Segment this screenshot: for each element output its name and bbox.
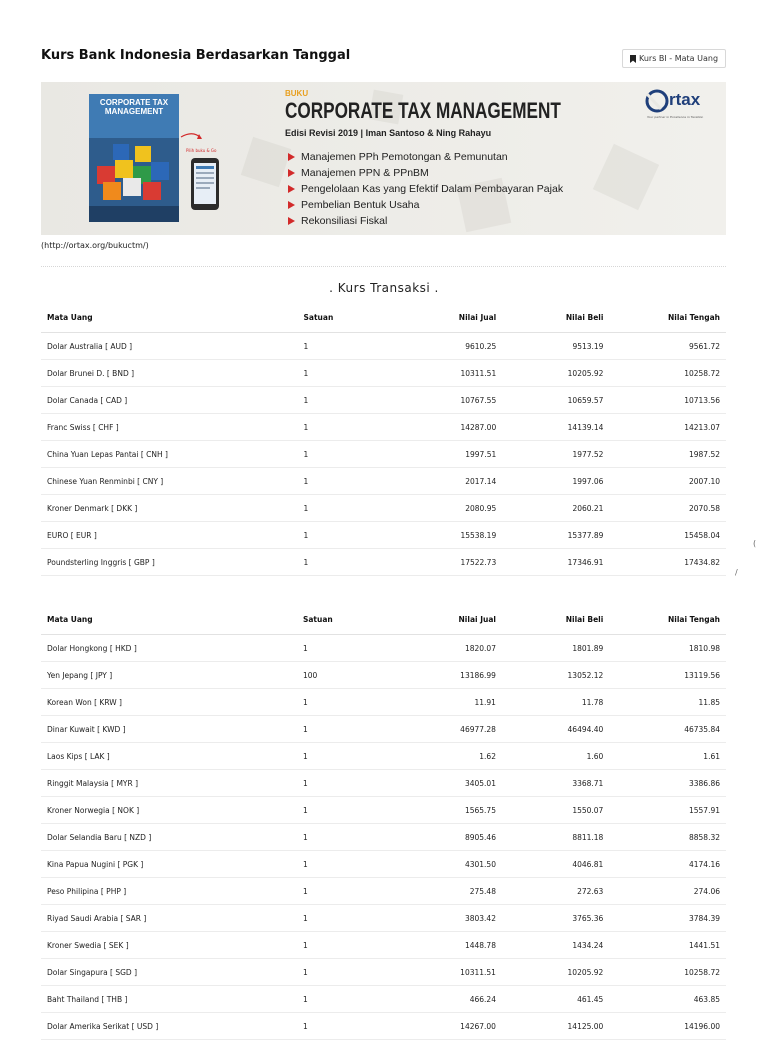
table-row [41, 1013, 726, 1040]
cell-nilai-jual: 10311.51 [395, 959, 502, 986]
cell-mata-uang: Chinese Yuan Renminbi [ CNY ] [41, 468, 298, 495]
header-satuan: Satuan [297, 604, 395, 635]
table-row [41, 360, 726, 387]
cell-satuan: 1 [297, 824, 395, 851]
table-row [41, 387, 726, 414]
cell-nilai-beli: 461.45 [502, 986, 609, 1013]
banner-link[interactable]: (http://ortax.org/bukuctm/) [41, 241, 149, 250]
cell-nilai-beli: 46494.40 [502, 716, 609, 743]
cell-nilai-jual: 11.91 [395, 689, 502, 716]
cell-nilai-beli: 9513.19 [502, 333, 609, 360]
cell-nilai-beli: 15377.89 [502, 522, 609, 549]
cell-nilai-jual: 1997.51 [395, 441, 502, 468]
cell-nilai-tengah: 46735.84 [609, 716, 726, 743]
cell-nilai-beli: 3368.71 [502, 770, 609, 797]
table-row [41, 905, 726, 932]
table-row [41, 986, 726, 1013]
cell-nilai-beli: 272.63 [502, 878, 609, 905]
cell-satuan: 1 [297, 635, 395, 662]
cell-nilai-jual: 14267.00 [395, 1013, 502, 1040]
cell-nilai-jual: 10767.55 [395, 387, 502, 414]
cell-nilai-beli: 10205.92 [502, 959, 609, 986]
cell-nilai-tengah: 1441.51 [609, 932, 726, 959]
cell-mata-uang: Dolar Canada [ CAD ] [41, 387, 298, 414]
cell-mata-uang: Korean Won [ KRW ] [41, 689, 297, 716]
cell-nilai-jual: 2080.95 [395, 495, 502, 522]
cell-mata-uang: Dinar Kuwait [ KWD ] [41, 716, 297, 743]
table-row [41, 851, 726, 878]
table-row [41, 959, 726, 986]
header-nilai-tengah: Nilai Tengah [609, 302, 726, 333]
banner-bullet: Manajemen PPh Pemotongan & Pemunutan [301, 151, 508, 163]
header-nilai-beli: Nilai Beli [502, 302, 609, 333]
cell-nilai-beli: 1801.89 [502, 635, 609, 662]
table-row [41, 824, 726, 851]
cell-satuan: 1 [298, 468, 396, 495]
cell-nilai-jual: 2017.14 [395, 468, 502, 495]
cell-nilai-jual: 466.24 [395, 986, 502, 1013]
dotted-divider [41, 266, 726, 267]
header-nilai-tengah: Nilai Tengah [609, 604, 726, 635]
cell-mata-uang: Kroner Swedia [ SEK ] [41, 932, 297, 959]
cell-nilai-jual: 4301.50 [395, 851, 502, 878]
cell-mata-uang: Dolar Selandia Baru [ NZD ] [41, 824, 297, 851]
cell-nilai-jual: 10311.51 [395, 360, 502, 387]
cell-satuan: 1 [298, 495, 396, 522]
table-header-row [41, 302, 726, 333]
table-row [41, 689, 726, 716]
cell-nilai-jual: 9610.25 [395, 333, 502, 360]
stray-mark: ( [753, 539, 757, 548]
cell-nilai-jual: 1820.07 [395, 635, 502, 662]
cell-nilai-jual: 13186.99 [395, 662, 502, 689]
cell-nilai-beli: 3765.36 [502, 905, 609, 932]
cell-nilai-jual: 14287.00 [395, 414, 502, 441]
cell-satuan: 1 [297, 959, 395, 986]
table-row [41, 797, 726, 824]
banner-bullet: Pembelian Bentuk Usaha [301, 199, 420, 211]
cell-satuan: 1 [298, 414, 396, 441]
cell-nilai-tengah: 13119.56 [609, 662, 726, 689]
cell-mata-uang: Franc Swiss [ CHF ] [41, 414, 298, 441]
banner-edition: Edisi Revisi 2019 | Iman Santoso & Ning Rahayu [285, 128, 492, 138]
cell-mata-uang: Laos Kips [ LAK ] [41, 743, 297, 770]
cell-mata-uang: Riyad Saudi Arabia [ SAR ] [41, 905, 297, 932]
table-row [41, 333, 726, 360]
cell-nilai-tengah: 15458.04 [609, 522, 726, 549]
section-title: . Kurs Transaksi . [329, 281, 439, 295]
cell-nilai-tengah: 1557.91 [609, 797, 726, 824]
cell-satuan: 1 [297, 878, 395, 905]
cell-nilai-jual: 3803.42 [395, 905, 502, 932]
phone-label: Pilih buku & Go [186, 148, 217, 153]
cell-nilai-beli: 1434.24 [502, 932, 609, 959]
cell-satuan: 1 [297, 770, 395, 797]
cell-satuan: 1 [297, 716, 395, 743]
cell-mata-uang: EURO [ EUR ] [41, 522, 298, 549]
ortax-book-banner[interactable] [41, 82, 726, 235]
cell-mata-uang: Poundsterling Inggris [ GBP ] [41, 549, 298, 576]
table-row [41, 635, 726, 662]
cell-satuan: 1 [297, 689, 395, 716]
table-row [41, 716, 726, 743]
cell-nilai-jual: 1448.78 [395, 932, 502, 959]
ortax-logo-text: rtax [669, 90, 701, 109]
cell-nilai-tengah: 9561.72 [609, 333, 726, 360]
cell-satuan: 1 [297, 797, 395, 824]
kurs-table-2 [41, 604, 726, 1040]
cell-nilai-jual: 46977.28 [395, 716, 502, 743]
cell-nilai-tengah: 10258.72 [609, 959, 726, 986]
header-nilai-jual: Nilai Jual [395, 604, 502, 635]
cell-nilai-beli: 14139.14 [502, 414, 609, 441]
cell-nilai-jual: 17522.73 [395, 549, 502, 576]
table-row [41, 662, 726, 689]
cell-nilai-tengah: 8858.32 [609, 824, 726, 851]
cell-nilai-beli: 1550.07 [502, 797, 609, 824]
kurs-bi-mata-uang-button[interactable] [622, 49, 726, 68]
table-row [41, 522, 726, 549]
cell-nilai-beli: 10659.57 [502, 387, 609, 414]
cell-mata-uang: Dolar Australia [ AUD ] [41, 333, 298, 360]
cell-satuan: 1 [298, 549, 396, 576]
banner-bullet: Manajemen PPN & PPnBM [301, 167, 429, 179]
banner-bullet: Pengelolaan Kas yang Efektif Dalam Pembayaran Pajak [301, 183, 564, 195]
cell-nilai-tengah: 274.06 [609, 878, 726, 905]
cell-mata-uang: Ringgit Malaysia [ MYR ] [41, 770, 297, 797]
cell-mata-uang: Peso Philipina [ PHP ] [41, 878, 297, 905]
cell-nilai-beli: 4046.81 [502, 851, 609, 878]
cell-satuan: 1 [297, 932, 395, 959]
cell-nilai-beli: 1.60 [502, 743, 609, 770]
table-row [41, 441, 726, 468]
cell-nilai-jual: 3405.01 [395, 770, 502, 797]
cell-nilai-beli: 14125.00 [502, 1013, 609, 1040]
cell-nilai-tengah: 2007.10 [609, 468, 726, 495]
cell-mata-uang: Kina Papua Nugini [ PGK ] [41, 851, 297, 878]
book-cover-title: CORPORATE TAX MANAGEMENT [99, 98, 169, 116]
table-header-row [41, 604, 726, 635]
header-mata-uang: Mata Uang [41, 302, 298, 333]
table-row [41, 495, 726, 522]
cell-nilai-tengah: 4174.16 [609, 851, 726, 878]
cell-nilai-beli: 1997.06 [502, 468, 609, 495]
cell-nilai-tengah: 1987.52 [609, 441, 726, 468]
cell-nilai-beli: 10205.92 [502, 360, 609, 387]
cell-nilai-tengah: 1810.98 [609, 635, 726, 662]
bookmark-icon [630, 55, 636, 63]
stray-mark: / [735, 568, 738, 577]
cell-nilai-beli: 11.78 [502, 689, 609, 716]
cell-mata-uang: Dolar Brunei D. [ BND ] [41, 360, 298, 387]
cell-nilai-tengah: 1.61 [609, 743, 726, 770]
cell-nilai-tengah: 14196.00 [609, 1013, 726, 1040]
cell-nilai-tengah: 14213.07 [609, 414, 726, 441]
cell-satuan: 1 [297, 851, 395, 878]
cell-nilai-tengah: 11.85 [609, 689, 726, 716]
table-row [41, 468, 726, 495]
kurs-bi-mata-uang-label: Kurs BI - Mata Uang [638, 54, 719, 63]
cell-mata-uang: Yen Jepang [ JPY ] [41, 662, 297, 689]
ortax-logo-tagline: Your partner in Excellence in Taxation [647, 115, 704, 119]
cell-satuan: 1 [297, 743, 395, 770]
header-satuan: Satuan [298, 302, 396, 333]
page-title: Kurs Bank Indonesia Berdasarkan Tanggal [41, 48, 351, 63]
cell-nilai-beli: 2060.21 [502, 495, 609, 522]
cell-nilai-jual: 275.48 [395, 878, 502, 905]
cell-nilai-tengah: 3386.86 [609, 770, 726, 797]
kurs-table-1 [41, 302, 726, 576]
cell-mata-uang: Kroner Norwegia [ NOK ] [41, 797, 297, 824]
cell-nilai-tengah: 2070.58 [609, 495, 726, 522]
cell-satuan: 1 [298, 387, 396, 414]
table-row [41, 549, 726, 576]
cell-nilai-tengah: 10713.56 [609, 387, 726, 414]
cell-nilai-tengah: 463.85 [609, 986, 726, 1013]
cell-mata-uang: Dolar Singapura [ SGD ] [41, 959, 297, 986]
cell-mata-uang: Dolar Amerika Serikat [ USD ] [41, 1013, 297, 1040]
banner-kicker: BUKU [285, 89, 309, 98]
table-row [41, 878, 726, 905]
table-row [41, 414, 726, 441]
cell-nilai-tengah: 3784.39 [609, 905, 726, 932]
cell-nilai-beli: 13052.12 [502, 662, 609, 689]
cell-mata-uang: Kroner Denmark [ DKK ] [41, 495, 298, 522]
cell-satuan: 1 [297, 1013, 395, 1040]
cell-satuan: 1 [298, 360, 396, 387]
banner-bullet: Rekonsiliasi Fiskal [301, 215, 388, 227]
table-row [41, 932, 726, 959]
cell-nilai-tengah: 17434.82 [609, 549, 726, 576]
cell-nilai-jual: 1565.75 [395, 797, 502, 824]
cell-mata-uang: Baht Thailand [ THB ] [41, 986, 297, 1013]
cell-satuan: 1 [298, 441, 396, 468]
cell-nilai-jual: 8905.46 [395, 824, 502, 851]
cell-mata-uang: Dolar Hongkong [ HKD ] [41, 635, 297, 662]
header-mata-uang: Mata Uang [41, 604, 297, 635]
table-row [41, 743, 726, 770]
cell-nilai-beli: 8811.18 [502, 824, 609, 851]
table-row [41, 770, 726, 797]
cell-satuan: 1 [297, 905, 395, 932]
cell-nilai-beli: 17346.91 [502, 549, 609, 576]
cell-satuan: 1 [298, 333, 396, 360]
cell-mata-uang: China Yuan Lepas Pantai [ CNH ] [41, 441, 298, 468]
cell-satuan: 1 [297, 986, 395, 1013]
cell-nilai-jual: 15538.19 [395, 522, 502, 549]
cell-nilai-beli: 1977.52 [502, 441, 609, 468]
cell-nilai-jual: 1.62 [395, 743, 502, 770]
cell-satuan: 100 [297, 662, 395, 689]
header-nilai-beli: Nilai Beli [502, 604, 609, 635]
header-nilai-jual: Nilai Jual [395, 302, 502, 333]
cell-satuan: 1 [298, 522, 396, 549]
cell-nilai-tengah: 10258.72 [609, 360, 726, 387]
banner-headline: CORPORATE TAX MANAGEMENT [285, 98, 561, 123]
